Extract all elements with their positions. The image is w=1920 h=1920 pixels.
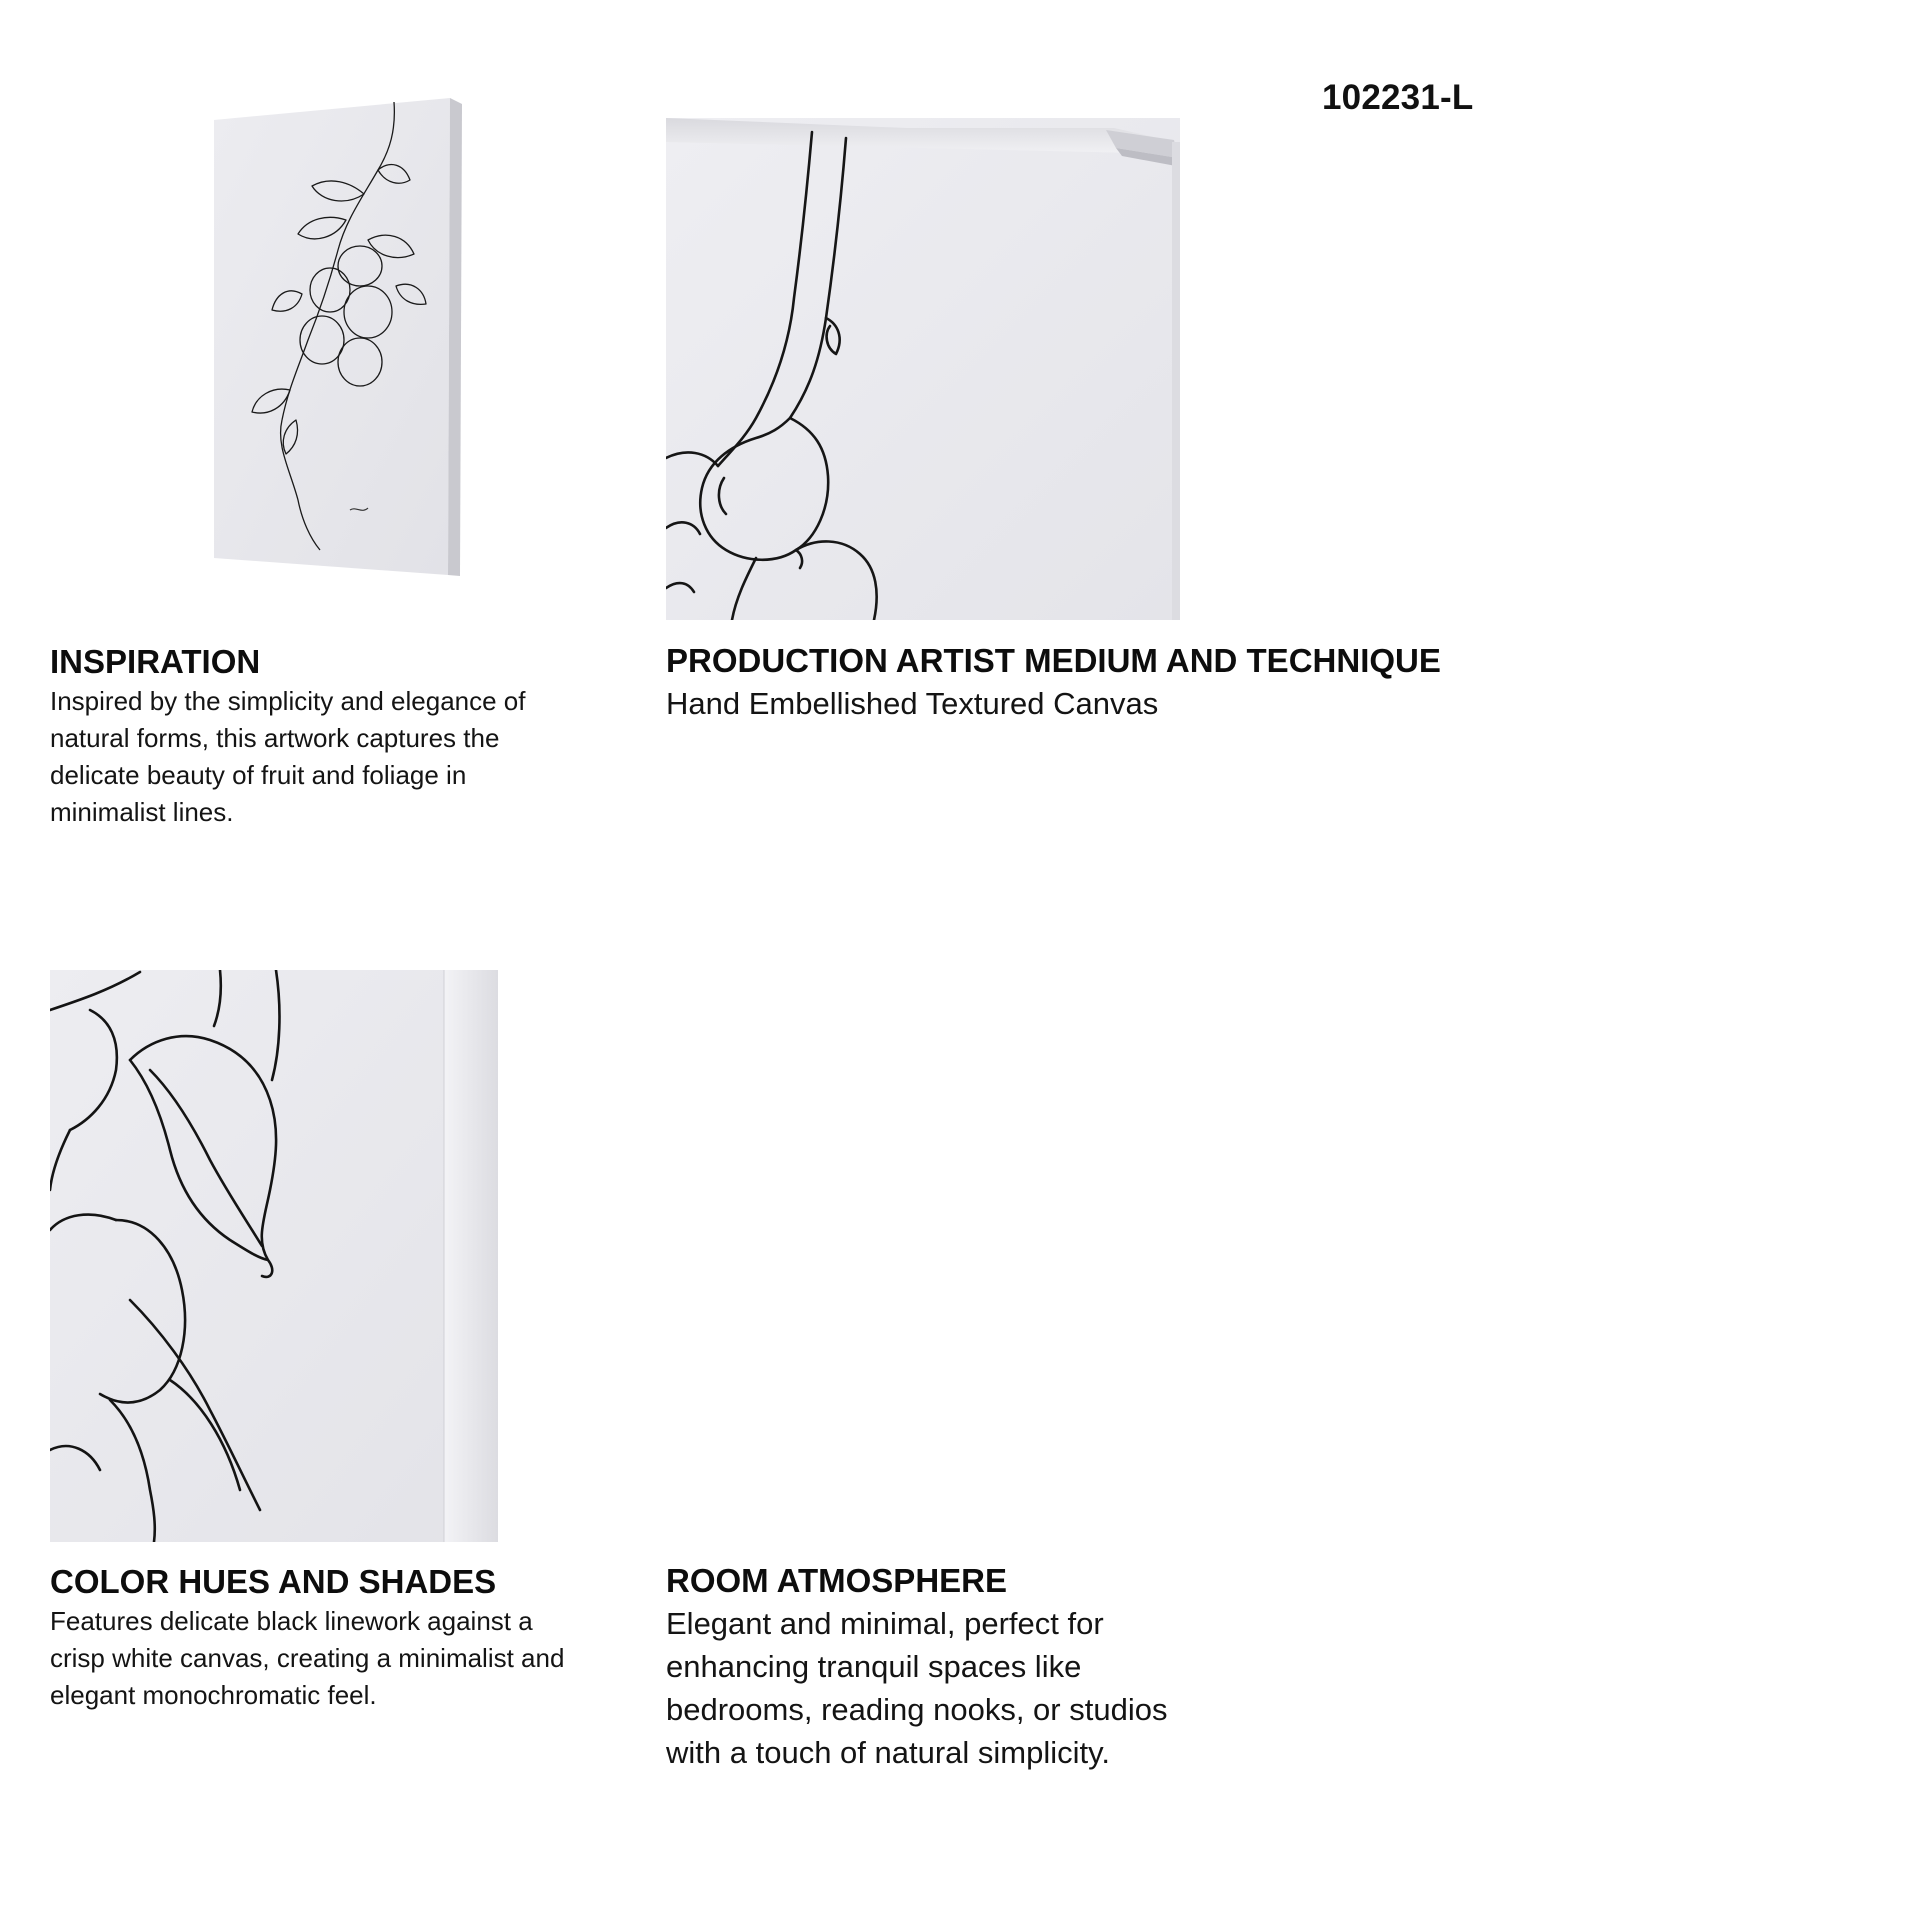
inspiration-section	[50, 641, 610, 831]
room-text-line: bedrooms, reading nooks, or studios	[666, 1692, 1168, 1727]
color-text-line: Features delicate black linework against a	[50, 1606, 533, 1636]
production-heading: PRODUCTION ARTIST MEDIUM AND TECHNIQUE	[666, 642, 1441, 679]
canvas-corner-closeup-image	[666, 118, 1180, 620]
canvas-edge-closeup-image	[50, 970, 498, 1542]
inspiration-text-line: natural forms, this artwork captures the	[50, 723, 500, 753]
inspiration-text-line: Inspired by the simplicity and elegance of	[50, 686, 526, 716]
product-sku: 102231-L	[1322, 78, 1474, 117]
production-section	[666, 640, 1566, 725]
room-text-line: Elegant and minimal, perfect for	[666, 1606, 1104, 1641]
room-heading: ROOM ATMOSPHERE	[666, 1562, 1008, 1599]
room-text-line: with a touch of natural simplicity.	[666, 1735, 1110, 1770]
inspiration-text-line: delicate beauty of fruit and foliage in	[50, 760, 467, 790]
inspiration-text-line: minimalist lines.	[50, 797, 234, 827]
room-section	[666, 1560, 1366, 1774]
canvas-product-image	[200, 90, 470, 580]
inspiration-heading: INSPIRATION	[50, 643, 261, 680]
color-text-line: crisp white canvas, creating a minimalist and	[50, 1643, 565, 1673]
room-text-line: enhancing tranquil spaces like	[666, 1649, 1082, 1684]
color-section	[50, 1561, 650, 1714]
production-text-line: Hand Embellished Textured Canvas	[666, 686, 1159, 721]
color-heading: COLOR HUES AND SHADES	[50, 1563, 497, 1600]
color-text-line: elegant monochromatic feel.	[50, 1680, 377, 1710]
